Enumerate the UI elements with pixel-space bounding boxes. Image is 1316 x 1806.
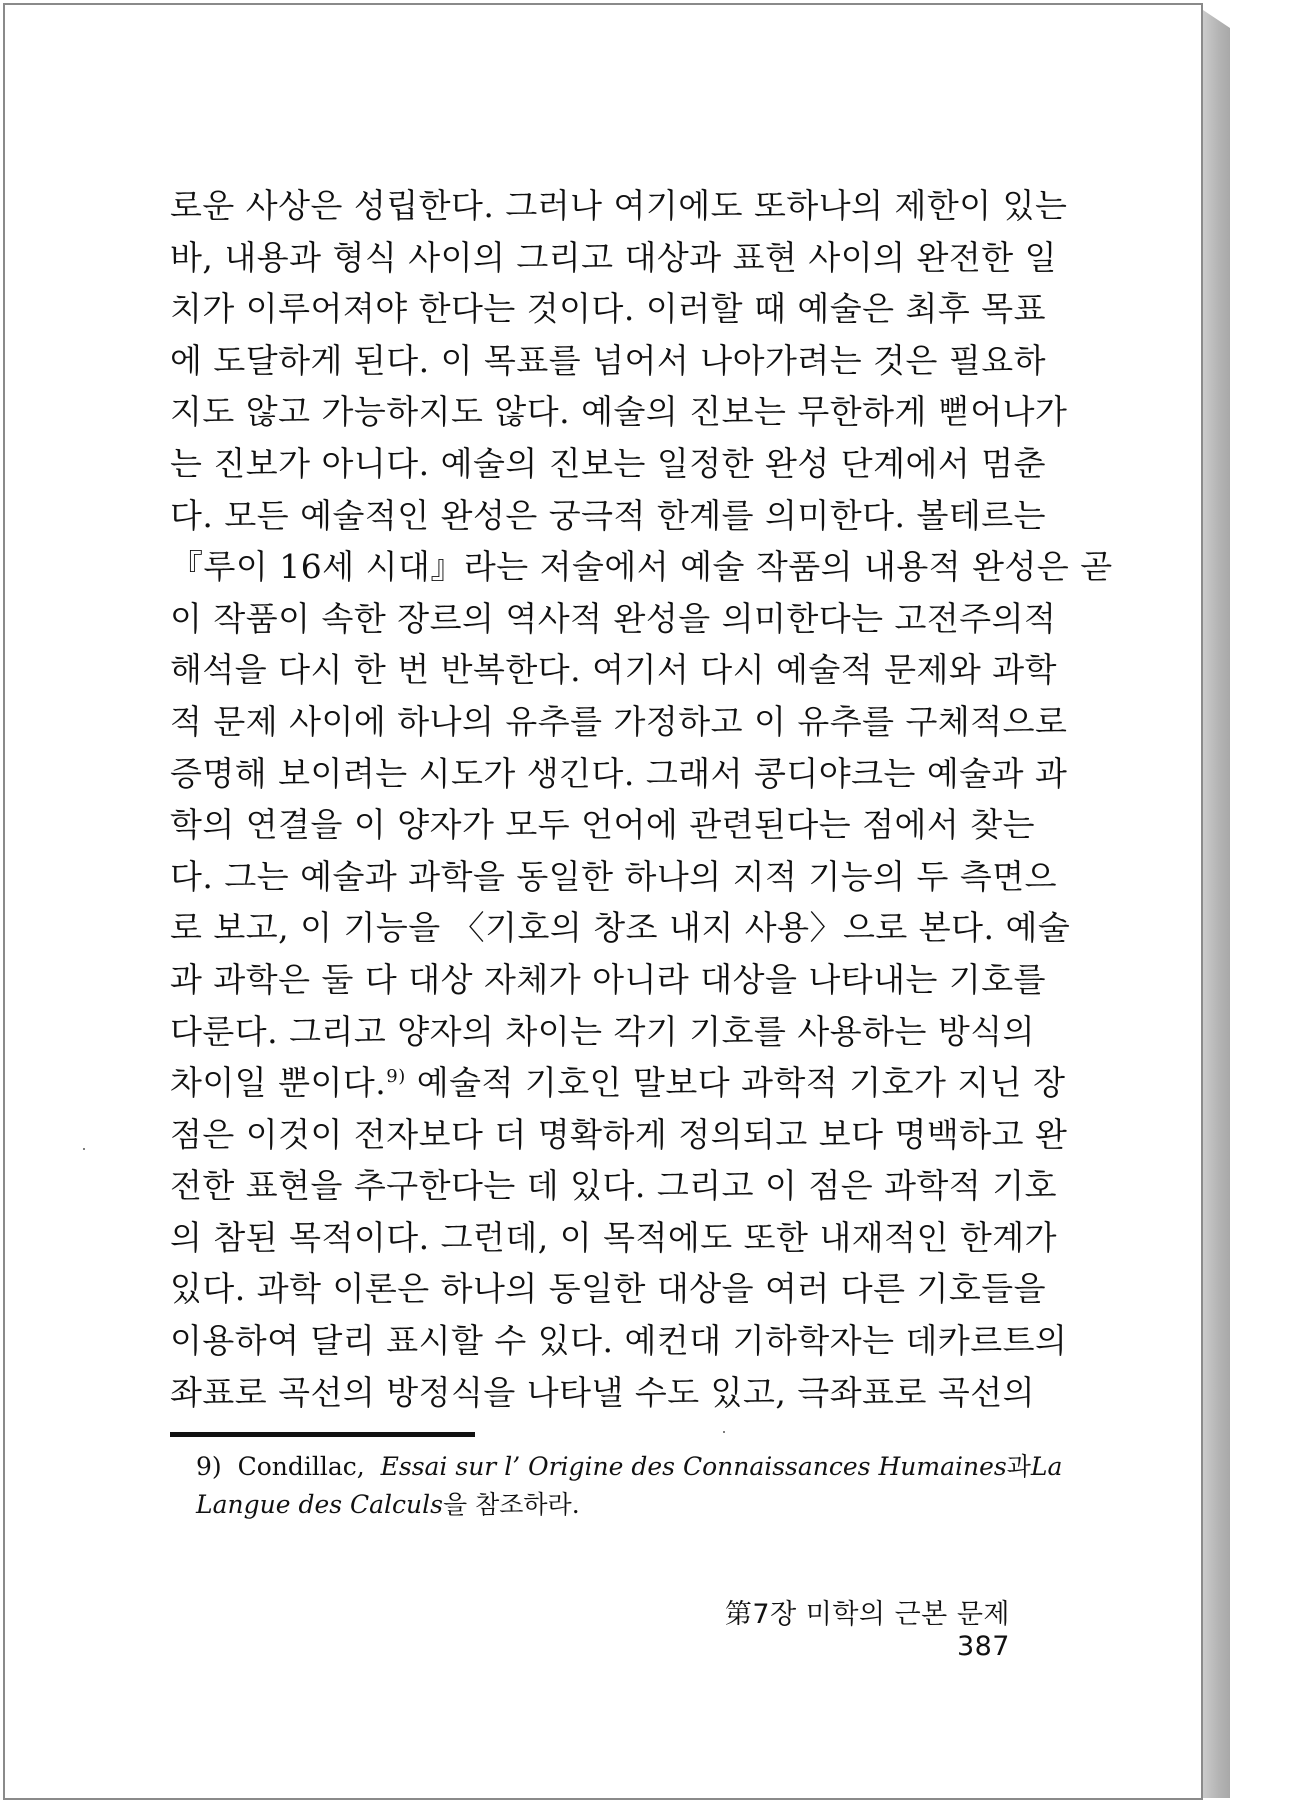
footnote-title: Essai sur l’ Origine des Connaissances Humaines [380, 1452, 1007, 1481]
text-line: 다룬다. 그리고 양자의 차이는 각기 기호를 사용하는 방식의 [170, 1011, 1035, 1051]
body-text [170, 180, 1113, 1418]
running-footer-chapter: 第7장 미학의 근본 문제 [724, 1599, 1010, 1630]
text-line: 로 보고, 이 기능을 〈기호의 창조 내지 사용〉으로 본다. 예술 [170, 908, 1071, 948]
footnote-reference[interactable]: 9) [386, 1066, 406, 1088]
page-footer [660, 1592, 1010, 1662]
page-edge [1200, 8, 1230, 1798]
text-line: 로운 사상은 성립한다. 그러나 여기에도 또하나의 제한이 있는 [170, 186, 1068, 225]
text-line: 이 작품이 속한 장르의 역사적 완성을 의미한다는 고전주의적 [170, 598, 1057, 638]
scan-speck [723, 1431, 725, 1433]
text-segment: 차이일 뿐이다. [170, 1063, 387, 1103]
text-line: 해석을 다시 한 번 반복한다. 여기서 다시 예술적 문제와 과학 [170, 650, 1057, 690]
text-line: 좌표로 곡선의 방정식을 나타낼 수도 있고, 극좌표로 곡선의 [170, 1372, 1035, 1412]
text-line: 점은 이것이 전자보다 더 명확하게 정의되고 보다 명백하고 완 [170, 1114, 1068, 1154]
text-segment: 예술적 기호인 말보다 과학적 기호가 지닌 장 [416, 1063, 1066, 1103]
text-line: 바, 내용과 형식 사이의 그리고 대상과 표현 사이의 완전한 일 [170, 237, 1057, 277]
footnote-rule [170, 1432, 475, 1437]
text-line: 다. 그는 예술과 과학을 동일한 하나의 지적 기능의 두 측면으 [170, 856, 1057, 896]
footnote-tail: 을 참조하라. [443, 1490, 580, 1519]
text-line: 있다. 과학 이론은 하나의 동일한 대상을 여러 다른 기호들을 [170, 1269, 1046, 1309]
text-line: 이용하여 달리 표시할 수 있다. 예컨대 기하학자는 데카르트의 [170, 1321, 1068, 1361]
text-line-with-footnote-ref [170, 1057, 1066, 1109]
footnote-title-end: Langue des Calculs [196, 1490, 443, 1519]
text-line: 는 진보가 아니다. 예술의 진보는 일정한 완성 단계에서 멈춘 [170, 443, 1046, 483]
text-line: 의 참된 목적이다. 그런데, 이 목적에도 또한 내재적인 한계가 [170, 1217, 1057, 1257]
scan-speck [83, 1148, 85, 1150]
text-line: 학의 연결을 이 양자가 모두 언어에 관련된다는 점에서 찾는 [170, 805, 1035, 845]
text-line: 『루이 16세 시대』라는 저술에서 예술 작품의 내용적 완성은 곧 [170, 547, 1113, 587]
footnote-line [196, 1448, 1063, 1486]
footnote-joiner: 과 [1006, 1452, 1031, 1481]
footnote-line-start [196, 1448, 1031, 1486]
footnote-line [196, 1486, 1036, 1524]
page-number: 387 [956, 1631, 1010, 1662]
text-line: 치가 이루어져야 한다는 것이다. 이러할 때 예술은 최후 목표 [170, 289, 1046, 329]
text-line: 과 과학은 둘 다 대상 자체가 아니라 대상을 나타내는 기호를 [170, 959, 1046, 999]
text-line: 지도 않고 가능하지도 않다. 예술의 진보는 무한하게 뻗어나가 [170, 392, 1068, 432]
footnote-number: 9) [196, 1452, 222, 1481]
text-line: 전한 표현을 추구한다는 데 있다. 그리고 이 점은 과학적 기호 [170, 1166, 1057, 1206]
text-line: 적 문제 사이에 하나의 유추를 가정하고 이 유추를 구체적으로 [170, 701, 1068, 741]
text-line: 다. 모든 예술적인 완성은 궁극적 한계를 의미한다. 볼테르는 [170, 495, 1046, 535]
footnote-title-start: La [1030, 1452, 1063, 1481]
footnote-author: Condillac, [237, 1452, 365, 1481]
text-line: 증명해 보이려는 시도가 생긴다. 그래서 콩디야크는 예술과 과 [170, 753, 1068, 793]
footnote [196, 1448, 1063, 1524]
text-line: 에 도달하게 된다. 이 목표를 넘어서 나아가려는 것은 필요하 [170, 340, 1046, 380]
